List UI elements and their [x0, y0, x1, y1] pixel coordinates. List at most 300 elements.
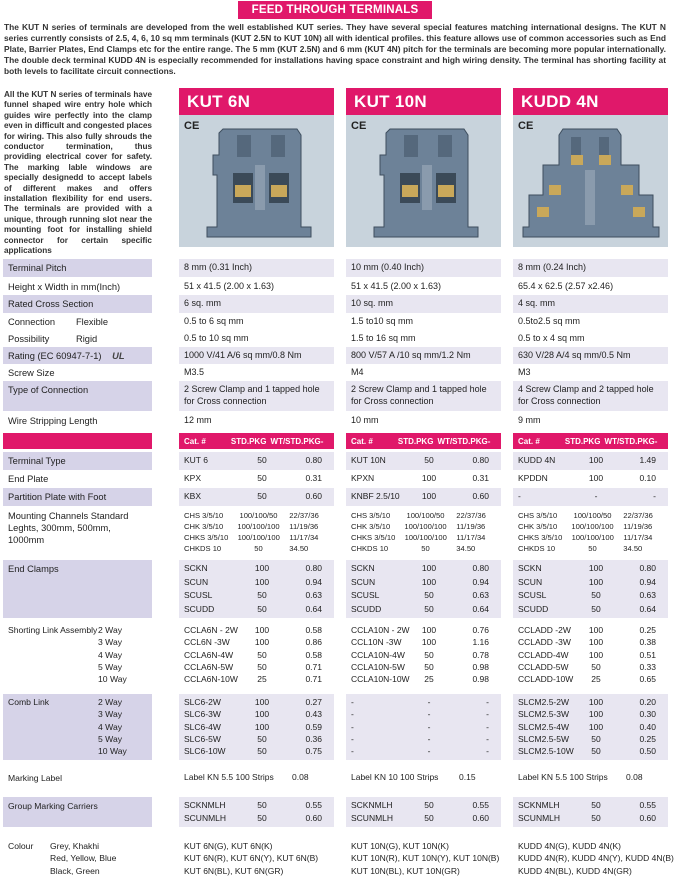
cat-number: SLC6-5W	[184, 733, 221, 744]
table-row	[184, 624, 329, 636]
spec-value: 51 x 41.5 (2.00 x 1.63)	[179, 278, 334, 296]
spec-sublabel-rigid: Rigid	[76, 334, 98, 344]
spec-value: 0.5 to 10 sq mm	[179, 330, 334, 348]
weight: 0.60	[472, 813, 489, 823]
product-kut-10n	[346, 88, 501, 248]
weight: 11/17/34	[456, 533, 486, 542]
std-pkg: -	[594, 491, 598, 501]
cat-number: CHKDS 10	[184, 544, 222, 553]
table-header-spacer	[3, 433, 152, 449]
weight: 34.50	[623, 544, 643, 553]
cat-number: SCUN	[518, 576, 543, 587]
table-row	[518, 603, 663, 617]
cat-number: KUDD 4N	[518, 455, 556, 465]
spec-label-connection-type: Type of Connection	[3, 381, 152, 411]
std-pkg: 100	[588, 721, 604, 732]
side-description: All the KUT N series of terminals have funnel shaped wire entry hole which guides wire perfectly into the clamp even in difficult and congested places for wiring. This also fully shrouds the conductor termination, thus providing electrical cover for safety. The marking lable windows are specially designedd to accept labels of different makes and offers installation flexibility for end users. The terminals are provided with a unique, through running slot near the mounting foot for installing shield connector for certain specific applications	[4, 90, 152, 256]
std-pkg: 50	[257, 746, 267, 757]
group-values	[346, 797, 501, 827]
table-row	[518, 733, 663, 745]
spec-value: 6 sq. mm	[179, 295, 334, 313]
cat-number: KPX	[184, 473, 202, 483]
spec-value: M4	[346, 364, 501, 382]
spec-value: 800 V/57 A /10 sq mm/1.2 Nm	[346, 347, 501, 365]
weight: 22/37/36	[623, 511, 653, 520]
cat-number: SCUSL	[518, 590, 547, 600]
std-pkg: 50	[424, 455, 434, 465]
shorting-values	[179, 622, 334, 688]
table-row	[351, 576, 496, 590]
weight: 0.20	[639, 697, 656, 707]
weight: 0.63	[305, 590, 322, 600]
spec-label-pitch: Terminal Pitch	[3, 259, 152, 277]
spec-value: 630 V/28 A/4 sq mm/0.5 Nm	[513, 347, 668, 365]
table-row	[184, 636, 329, 648]
cat-number: SCKNMLH	[184, 800, 226, 810]
group-values	[513, 797, 668, 827]
shorting-values	[346, 622, 501, 688]
weight: 34.50	[456, 544, 476, 553]
spec-value: 9 mm	[513, 412, 668, 430]
std-pkg: 25	[424, 674, 434, 685]
weight: 0.80	[472, 455, 489, 465]
weight: 0.60	[305, 813, 322, 823]
weight: 0.33	[639, 661, 656, 672]
table-row	[184, 490, 329, 502]
row-label-mounting: Mounting Channels Standard Leghts, 300mm, 500mm, 1000mm	[3, 508, 152, 558]
marking-label-name: Label KN 10 100 Strips	[351, 772, 439, 782]
weight: 0.58	[305, 625, 322, 635]
table-row	[351, 543, 496, 554]
table-row	[518, 696, 663, 708]
page-header	[0, 0, 670, 20]
mounting-values	[513, 508, 668, 558]
spec-label-possibility: Possibility	[8, 334, 50, 344]
std-pkg: 50	[257, 491, 267, 501]
comb-values	[513, 694, 668, 760]
std-pkg: 50	[424, 649, 434, 660]
weight: 11/19/36	[623, 522, 653, 531]
weight: 1.16	[472, 637, 489, 648]
table-row	[184, 649, 329, 661]
weight: 0.50	[639, 746, 656, 757]
weight: 0.30	[639, 709, 656, 720]
way-count: 3 Way	[98, 709, 123, 720]
product-title: KUT 6N	[179, 88, 334, 115]
std-pkg: 100	[421, 625, 437, 635]
table-row	[518, 624, 663, 636]
spec-value: 2 Screw Clamp and 1 tapped hole for Cross connection	[346, 381, 501, 411]
std-pkg: 100	[588, 455, 604, 465]
weight: 0.94	[639, 576, 656, 587]
colour-code-line: KUDD 4N(BL), KUDD 4N(GR)	[518, 865, 632, 876]
label-line	[8, 636, 147, 648]
row-values-partition	[513, 488, 668, 506]
std-pkg: 100	[588, 625, 604, 635]
cat-number: -	[351, 746, 354, 757]
table-row	[518, 472, 663, 484]
row-label-comb	[3, 694, 152, 760]
label-text	[8, 721, 98, 733]
std-pkg: 50	[424, 661, 434, 672]
label-line	[8, 696, 147, 708]
spec-label-stripping: Wire Stripping Length	[3, 412, 152, 430]
label-line	[8, 733, 147, 745]
weight: 0.60	[472, 491, 489, 501]
weight: 0.76	[472, 625, 489, 635]
weight: 0.25	[639, 733, 656, 744]
table-row	[518, 576, 663, 590]
table-row	[351, 708, 496, 720]
cat-number: KUT 6	[184, 455, 208, 465]
table-row	[184, 589, 329, 603]
table-row	[351, 472, 496, 484]
ce-mark-icon: CE	[518, 120, 534, 132]
weight: 0.10	[639, 473, 656, 483]
end-clamp-values	[179, 560, 334, 618]
table-row	[518, 589, 663, 603]
row-label-group: Group Marking Carriers	[3, 797, 152, 827]
table-row	[351, 490, 496, 502]
colour-values	[346, 838, 501, 878]
cat-col: Cat. #	[518, 437, 540, 446]
label-line	[8, 708, 147, 720]
product-title: KUDD 4N	[513, 88, 668, 115]
label-text: Colour	[8, 841, 34, 851]
std-pkg: 50	[591, 603, 601, 614]
table-row	[351, 454, 496, 466]
std-pkg: 50	[421, 544, 430, 553]
weight: 0.55	[639, 800, 656, 810]
spec-label-height-width: Height x Width in mm(Inch)	[3, 278, 152, 296]
colour-code-line: KUDD 4N(G), KUDD 4N(K)	[518, 841, 621, 851]
std-pkg: 100	[421, 637, 437, 648]
label-text	[8, 708, 98, 720]
std-pkg: 100	[421, 491, 437, 501]
weight: 0.71	[305, 661, 322, 672]
cat-number: SCKNMLH	[518, 800, 560, 810]
std-pkg: -	[427, 733, 431, 744]
table-row	[518, 721, 663, 733]
spec-value: 51 x 41.5 (2.00 x 1.63)	[346, 278, 501, 296]
cat-number: -	[351, 721, 354, 732]
cat-number: CCLA10N-4W	[351, 649, 405, 660]
cat-number: SCKN	[351, 563, 375, 573]
row-label-end_plate: End Plate	[3, 470, 152, 488]
cat-number: SCUDD	[351, 603, 382, 614]
std-pkg: 50	[257, 813, 267, 823]
colour-code-line: KUT 6N(G), KUT 6N(K)	[184, 841, 273, 851]
cat-number: SCKNMLH	[351, 800, 393, 810]
way-count: 10 Way	[98, 746, 127, 757]
colour-values	[513, 838, 674, 878]
cat-number: SCUNMLH	[351, 813, 394, 823]
std-pkg: 100	[421, 576, 437, 587]
product-image	[513, 115, 668, 247]
spec-label-connection: Connection	[8, 317, 56, 327]
weight: 0.80	[305, 455, 322, 465]
table-row	[518, 745, 663, 757]
weight: 0.36	[305, 733, 322, 744]
std-pkg: -	[427, 746, 431, 757]
spec-value: 4 Screw Clamp and 2 tapped hole for Cross connection	[513, 381, 668, 411]
std-pkg: 50	[424, 813, 434, 823]
weight: 0.94	[305, 576, 322, 587]
cat-number: SLCM2.5-10W	[518, 746, 574, 757]
product-kudd-4n	[513, 88, 668, 248]
label-line	[8, 661, 147, 673]
std-pkg: 50	[257, 649, 267, 660]
label-text	[8, 733, 98, 745]
table-row	[184, 661, 329, 673]
cat-number: SCKN	[184, 563, 208, 573]
spec-label-flexible	[3, 313, 152, 331]
ce-mark-icon: CE	[184, 120, 200, 132]
terminal-block-icon	[346, 115, 501, 247]
weight-col: WT/STD.PKG-	[604, 437, 658, 446]
table-row	[184, 812, 329, 825]
cat-number: -	[351, 697, 354, 707]
weight: 0.98	[472, 674, 489, 685]
std-pkg: 50	[591, 746, 601, 757]
table-row	[184, 708, 329, 720]
label-line	[8, 721, 147, 733]
table-row	[518, 510, 663, 521]
weight-col: WT/STD.PKG-	[270, 437, 324, 446]
weight: -	[486, 733, 489, 744]
std-pkg: 100/100/50	[573, 511, 612, 520]
table-row	[351, 721, 496, 733]
intro-paragraph: The KUT N series of terminals are developed from the well established KUT series. They have several special features matching international designs. The KUT N series currently consists of 2.5, 4, 6, 10 sq mm terminals (KUT 2.5N to KUT 10N) all with identical profiles. this feature allows use of common accessories such as End Plate, Barrier Plates, End Clamps etc for the entire range. The 5 mm (KUT 2.5N) and 6 mm (KUT 4N) pitch for the terminals are becoming more popular internationally. The double deck terminal KUDD 4N is especially recommended for installations having space constraint and high wiring density. The terminal has shorting facility at both levels to facilitate circuit connections.	[4, 22, 666, 77]
cat-header	[179, 433, 334, 449]
weight: 0.86	[305, 637, 322, 648]
label-text: Shorting Link Assembly	[8, 625, 98, 635]
std-pkg: 100	[421, 563, 437, 573]
weight-col: WT/STD.PKG-	[437, 437, 491, 446]
label-line	[8, 852, 147, 864]
table-row	[518, 490, 663, 502]
std-pkg: 50	[257, 661, 267, 672]
spec-value: 12 mm	[179, 412, 334, 430]
table-row	[184, 576, 329, 590]
weight: 0.71	[305, 674, 322, 685]
row-values-partition	[179, 488, 334, 506]
label-line	[8, 745, 147, 757]
std-pkg: 25	[257, 674, 267, 685]
cat-number: SLC6-4W	[184, 721, 221, 732]
comb-values	[179, 694, 334, 760]
cat-number: SLCM2.5-3W	[518, 709, 570, 720]
weight: 0.63	[639, 590, 656, 600]
weight: 0.40	[639, 721, 656, 732]
std-pkg: 100	[588, 563, 604, 573]
spec-value: 8 mm (0.31 Inch)	[179, 259, 334, 277]
cat-number: SLC6-3W	[184, 709, 221, 720]
table-row	[351, 745, 496, 757]
table-row	[184, 562, 329, 576]
label-text	[8, 649, 98, 661]
cat-number: CHKS 3/5/10	[518, 533, 563, 542]
table-row	[351, 603, 496, 617]
product-kut-6n	[179, 88, 334, 248]
label-text: Comb Link	[8, 697, 50, 707]
cat-number: SLCM2.5-2W	[518, 697, 570, 707]
end-clamp-values	[346, 560, 501, 618]
spec-label-rating-text: Rating (EC 60947-7-1)	[8, 351, 102, 361]
std-pkg: 100/100/100	[571, 533, 614, 542]
table-row	[184, 510, 329, 521]
weight: 0.58	[305, 649, 322, 660]
group-values	[179, 797, 334, 827]
way-count: 2 Way	[98, 625, 123, 635]
spec-value: 10 mm (0.40 Inch)	[346, 259, 501, 277]
marking-values	[513, 769, 668, 787]
weight: 0.78	[472, 649, 489, 660]
cat-number: KBX	[184, 491, 202, 501]
cat-number: CCLA6N-5W	[184, 661, 234, 672]
page-title: FEED THROUGH TERMINALS	[238, 1, 433, 19]
std-pkg: 100	[588, 637, 604, 648]
std-pkg: -	[427, 697, 431, 707]
cat-number: SCUSL	[184, 590, 213, 600]
weight: 0.08	[626, 772, 643, 782]
cat-number: SCUSL	[351, 590, 380, 600]
spec-value: 1.5 to10 sq mm	[346, 313, 501, 331]
std-pkg-col: STD.PKG	[564, 437, 601, 446]
colour-code-line: KUT 6N(R), KUT 6N(Y), KUT 6N(B)	[184, 853, 319, 864]
cat-number: -	[518, 491, 521, 501]
std-pkg: -	[427, 709, 431, 720]
cat-number: CCLA6N - 2W	[184, 625, 238, 635]
spec-value: 10 mm	[346, 412, 501, 430]
table-row	[518, 562, 663, 576]
table-row	[351, 532, 496, 543]
row-values-terminal_type	[179, 452, 334, 470]
std-pkg: 50	[257, 455, 267, 465]
row-label-colour	[3, 838, 152, 878]
product-image	[179, 115, 334, 247]
std-pkg: 100	[254, 709, 270, 720]
std-pkg: 50	[257, 800, 267, 810]
std-pkg: 100	[588, 473, 604, 483]
cat-number: CCLA6N-4W	[184, 649, 234, 660]
cat-number: SLCM2.5-5W	[518, 733, 570, 744]
cat-number: CHS 3/5/10	[184, 511, 224, 520]
weight: 22/37/36	[289, 511, 319, 520]
std-pkg: 50	[591, 590, 601, 600]
label-line	[8, 649, 147, 661]
row-values-partition	[346, 488, 501, 506]
row-label-terminal_type: Terminal Type	[3, 452, 152, 470]
std-pkg: 50	[424, 800, 434, 810]
std-pkg: 50	[591, 800, 601, 810]
cat-number: CHS 3/5/10	[351, 511, 391, 520]
table-row	[351, 661, 496, 673]
weight: 0.08	[292, 772, 309, 782]
shorting-values	[513, 622, 668, 688]
label-line	[8, 865, 147, 877]
cat-number: CCLADD-5W	[518, 661, 569, 672]
weight: 11/19/36	[289, 522, 319, 531]
cat-number: CCLADD -2W	[518, 625, 571, 635]
weight: -	[486, 746, 489, 757]
table-row	[184, 696, 329, 708]
marking-values	[179, 769, 334, 787]
table-row	[184, 543, 329, 554]
cat-number: CHK 3/5/10	[184, 522, 224, 531]
spec-value: M3.5	[179, 364, 334, 382]
std-pkg: 50	[257, 473, 267, 483]
table-row	[184, 521, 329, 532]
std-pkg: 50	[257, 590, 267, 600]
std-pkg: 100	[254, 563, 270, 573]
table-row	[184, 472, 329, 484]
weight: 0.25	[639, 625, 656, 635]
cat-header	[513, 433, 668, 449]
std-pkg: 25	[591, 674, 601, 685]
table-row	[351, 696, 496, 708]
row-values-terminal_type	[513, 452, 668, 470]
std-pkg: 100/100/100	[237, 522, 280, 531]
marking-values	[346, 769, 501, 787]
weight: 0.64	[305, 603, 322, 614]
std-pkg: 100	[588, 697, 604, 707]
label-text	[8, 745, 98, 757]
cat-number: SCUN	[351, 576, 376, 587]
colour-code-line: KUT 6N(BL), KUT 6N(GR)	[184, 865, 284, 876]
cat-number: KNBF 2.5/10	[351, 491, 400, 501]
cat-header	[346, 433, 501, 449]
table-row	[351, 799, 496, 812]
weight: 0.80	[639, 563, 656, 573]
cat-number: CHKDS 10	[351, 544, 389, 553]
mounting-values	[346, 508, 501, 558]
spec-value: M3	[513, 364, 668, 382]
std-pkg-col: STD.PKG	[230, 437, 267, 446]
weight: 0.31	[305, 473, 322, 483]
spec-value: 0.5to2.5 sq mm	[513, 313, 668, 331]
weight: 11/17/34	[623, 533, 653, 542]
spec-value: 65.4 x 62.5 (2.57 x2.46)	[513, 278, 668, 296]
cat-number: KPXN	[351, 473, 375, 483]
table-row	[518, 532, 663, 543]
weight: 0.75	[305, 746, 322, 757]
std-pkg: 100	[254, 576, 270, 587]
spec-label-rigid	[3, 330, 152, 348]
weight: 0.63	[472, 590, 489, 600]
std-pkg: 100	[421, 473, 437, 483]
table-row	[351, 510, 496, 521]
weight: 0.64	[639, 603, 656, 614]
std-pkg: 50	[257, 603, 267, 614]
cat-number: SCKN	[518, 563, 542, 573]
weight: -	[486, 721, 489, 732]
std-pkg: 100/100/100	[404, 522, 447, 531]
spec-label-screw: Screw Size	[3, 364, 152, 382]
cat-number: CCLADD-10W	[518, 674, 574, 685]
std-pkg: 50	[424, 603, 434, 614]
ul-mark-icon: UL	[112, 351, 125, 361]
cat-number: SCUN	[184, 576, 209, 587]
std-pkg: 50	[591, 661, 601, 672]
table-row	[184, 532, 329, 543]
weight: 0.15	[459, 772, 476, 782]
std-pkg: 100/100/100	[404, 533, 447, 542]
table-row	[518, 661, 663, 673]
colour-code-line: KUT 10N(G), KUT 10N(K)	[351, 841, 449, 851]
colour-options: Grey, Khakhi	[50, 841, 100, 851]
std-pkg: 100	[254, 721, 270, 732]
